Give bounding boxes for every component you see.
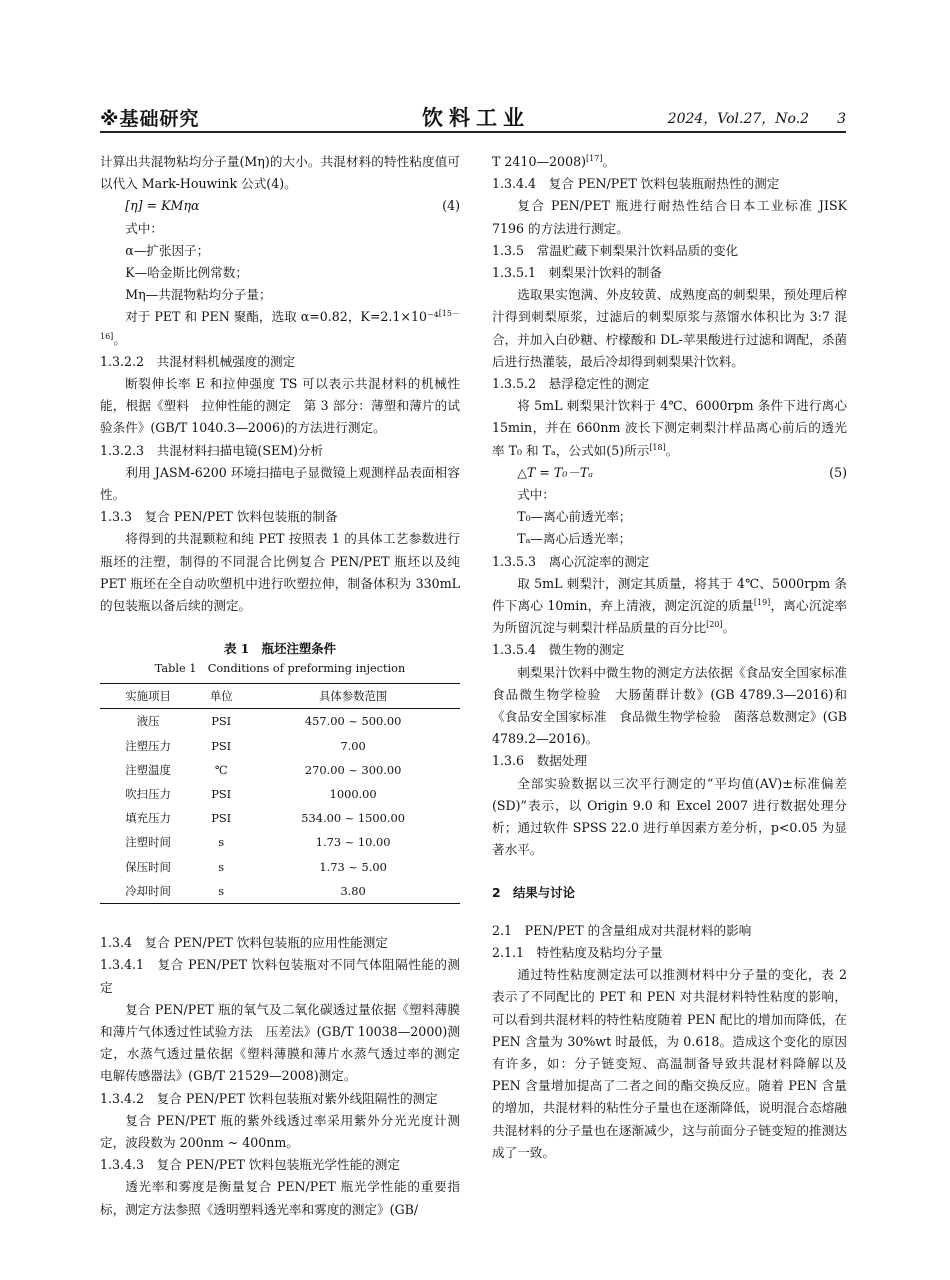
table-cell: 1000.00	[329, 787, 377, 802]
paragraph-text: 将 5mL 刺梨果汁饮料于 4℃、6000rpm 条件下进行离心 15min，并在 660nm 波长下测定刺梨汁样品离心前后的透光率 T₀ 和 Tₐ，公式如(5)所示	[492, 398, 847, 458]
section-heading: 1.3.5 常温贮藏下刺梨果汁饮料品质的变化	[492, 242, 739, 258]
section-heading: 1.3.4.3 复合 PEN/PET 饮料包装瓶光学性能的测定	[100, 1157, 400, 1173]
definition: Mη—共混物粘均分子量；	[125, 287, 272, 303]
table-row	[100, 855, 460, 879]
issue-info	[668, 108, 846, 128]
table-cell: PSI	[211, 787, 232, 802]
definition: α—扩张因子；	[125, 242, 210, 258]
table-cell: 3.80	[246, 879, 460, 904]
right-column	[492, 151, 860, 1164]
section-heading: 1.3.4.4 复合 PEN/PET 饮料包装瓶耐热性的测定	[492, 176, 780, 192]
table-cell: 457.00 ~ 500.00	[304, 714, 402, 729]
issue-label: 2024，Vol.27，No.2	[667, 111, 810, 127]
table-cell: 液压	[136, 714, 160, 729]
section-heading: 1.3.2.2 共混材料机械强度的测定	[100, 353, 296, 369]
section-heading: 1.3.5.2 悬浮稳定性的测定	[492, 376, 650, 392]
table-cell: 7.00	[340, 738, 366, 753]
citation[interactable]: [20]	[706, 620, 723, 630]
citation[interactable]: [18]	[649, 442, 666, 452]
paragraph	[492, 151, 847, 173]
table-cell: 注塑时间	[125, 835, 171, 850]
paragraph: 刺梨果汁饮料中微生物的测定方法依据《食品安全国家标准 食品微生物学检验 大肠菌群计数》(GB 4789.3—2016)和《食品安全国家标准 食品微生物学检验 菌落总数测定》(GB 4789.2—2016)。	[492, 664, 860, 747]
where-label: 式中：	[125, 220, 163, 236]
column-header: 具体参数范围	[246, 684, 460, 709]
table-row	[100, 806, 460, 830]
conditions-table	[100, 683, 460, 904]
table-cell: 270.00 ~ 300.00	[304, 762, 402, 777]
paragraph-text: 取 5mL 刺梨汁，测定其质量，将其于 4℃、5000rpm 条件下离心 10min，弃上清液，测定沉淀的质量	[492, 575, 847, 614]
citation[interactable]: [17]	[586, 153, 603, 163]
table-cell: 吹扫压力	[125, 787, 171, 802]
section-heading: 1.3.5.4 微生物的测定	[492, 642, 625, 658]
section-heading: 1.3.5.1 刺梨果汁饮料的制备	[492, 265, 662, 281]
paragraph: 将得到的共混颗粒和纯 PET 按照表 1 的具体工艺参数进行瓶坯的注塑，制得的不同混合比例复合 PEN/PET 瓶坯以及纯 PET 瓶坯在全自动吹塑机中进行吹塑拉伸，制备体积为 330mL 的包装瓶以备后续的测定。	[100, 531, 460, 614]
section-heading-results: 2 结果与讨论	[492, 884, 575, 900]
table-row	[100, 758, 460, 782]
section-1-3-4	[100, 932, 473, 1221]
table-cell: 534.00 ~ 1500.00	[301, 811, 405, 826]
journal-title: 饮料工业	[422, 106, 530, 130]
equation-5	[492, 462, 847, 484]
section-heading: 1.3.3 复合 PEN/PET 饮料包装瓶的制备	[100, 509, 338, 525]
equation-number: (4)	[442, 198, 460, 214]
section-heading: 1.3.4.2 复合 PEN/PET 饮料包装瓶对紫外线阻隔性的测定	[100, 1090, 438, 1106]
definition: T₀—离心前透光率；	[517, 509, 632, 525]
table-row	[100, 734, 460, 758]
table-cell: 注塑温度	[125, 762, 171, 777]
table-row	[100, 879, 460, 904]
equation-4	[100, 195, 460, 217]
table-cell: s	[218, 835, 225, 850]
paragraph	[100, 306, 460, 350]
paragraph: 利用 JASM-6200 环境扫描电子显微镜上观测样品表面相容性。	[100, 464, 460, 503]
paragraph: 复合 PEN/PET 瓶进行耐热性结合日本工业标准 JISK 7196 的方法进行测定。	[492, 198, 847, 236]
citation[interactable]: [15－16]	[100, 309, 460, 341]
table-row	[100, 830, 460, 854]
section-heading: 2.1.1 特性粘度及粘均分子量	[492, 944, 663, 960]
section-heading: 1.3.5.3 离心沉淀率的测定	[492, 553, 650, 569]
section-heading: 1.3.6 数据处理	[492, 753, 588, 769]
paragraph: 全部实验数据以三次平行测定的“平均值(AV)±标准偏差(SD)”表示，以 Origin 9.0 和 Excel 2007 进行数据处理分析；通过软件 SPSS 22.0 进行单因素方差分析，p<0.05 为显著水平。	[492, 775, 847, 858]
paragraph-end: 。	[665, 442, 679, 458]
table-cell: PSI	[211, 714, 232, 729]
paragraph: 选取果实饱满、外皮较黄、成熟度高的刺梨果，预处理后榨汁得到刺梨原浆，过滤后的刺梨原浆与蒸馏水体积比为 3:7 混合，并加入白砂糖、柠檬酸和 DL-苹果酸进行过滤和调配，杀菌后进行热灌装，最后冷却得到刺梨果汁饮料。	[492, 287, 847, 369]
page-header	[100, 102, 846, 132]
table-cell: PSI	[211, 811, 232, 826]
table-1	[100, 639, 460, 904]
column-header: 单位	[196, 684, 246, 709]
table-cell: s	[196, 879, 246, 904]
paragraph: 复合 PEN/PET 瓶的紫外线透过率采用紫外分光光度计测定，波段数为 200nm ~ 400nm。	[100, 1112, 460, 1150]
paragraph-end: 。	[113, 331, 126, 347]
section-label: ※基础研究	[100, 108, 200, 130]
table-caption-english: Table 1 Conditions of preforming injection	[154, 662, 406, 676]
left-column	[100, 151, 473, 1221]
paragraph: 断裂伸长率 E 和拉伸强度 TS 可以表示共混材料的机械性能，根据《塑料 拉伸性能的测定 第 3 部分：薄塑和薄片的试验条件》(GB/T 1040.3—2006)的方法进行测定。	[100, 376, 460, 436]
table-cell: s	[218, 859, 225, 874]
table-cell: 冷却时间	[100, 879, 196, 904]
table-row	[100, 709, 460, 734]
column-header: 实施项目	[100, 684, 196, 709]
section-heading: 1.3.4.1 复合 PEN/PET 饮料包装瓶对不同气体阻隔性能的测定	[100, 957, 460, 995]
section-heading: 1.3.2.3 共混材料扫描电镜(SEM)分析	[100, 442, 324, 458]
definition: Tₐ—离心后透光率；	[517, 531, 632, 547]
paragraph-text: T 2410—2008)	[492, 154, 587, 169]
table-cell: 注塑压力	[125, 738, 171, 753]
paragraph-text: ，离心沉淀率为所留沉淀与刺梨汁样品质量的百分比	[492, 598, 848, 636]
table-cell: ℃	[214, 762, 228, 777]
paragraph-text: 对于 PET 和 PEN 聚酯，选取 α=0.82，K=2.1×10⁻⁴	[125, 309, 439, 325]
paragraph: 复合 PEN/PET 瓶的氧气及二氧化碳透过量依据《塑料薄膜和薄片气体透过性试验方法 压差法》(GB/T 10038—2000)测定，水蒸气透过量依据《塑料薄膜和薄片水蒸气透过率的测定 电解传感器法》(GB/T 21529—2008)测定。	[100, 1001, 473, 1084]
table-row	[100, 782, 460, 806]
equation-number: (5)	[829, 464, 847, 480]
table-cell: 1.73 ~ 10.00	[315, 835, 391, 850]
page-number: 3	[837, 111, 846, 127]
section-heading: 2.1 PEN/PET 的含量组成对共混材料的影响	[492, 922, 752, 938]
paragraph: 计算出共混物粘均分子量(Mη)的大小。共混材料的特性粘度值可以代入 Mark-Houwink 公式(4)。	[100, 154, 460, 192]
citation[interactable]: [19]	[753, 597, 771, 607]
table-cell: 1.73 ~ 5.00	[319, 859, 387, 874]
paragraph-end: 。	[602, 154, 616, 169]
header-rule	[100, 131, 846, 133]
paragraph	[492, 573, 847, 640]
paragraph	[492, 395, 847, 462]
definition: K—哈金斯比例常数；	[125, 265, 248, 281]
table-cell: 填充压力	[125, 811, 171, 826]
paragraph-end: 。	[722, 620, 736, 636]
table-caption: 表 1 瓶坯注塑条件	[223, 641, 337, 657]
table-header-row	[100, 684, 460, 709]
where-label: 式中：	[517, 487, 555, 503]
equation-text: △T = T₀－Tₐ	[517, 464, 594, 480]
section-heading: 1.3.4 复合 PEN/PET 饮料包装瓶的应用性能测定	[100, 935, 388, 951]
table-cell: PSI	[211, 738, 232, 753]
table-cell: 保压时间	[125, 859, 171, 874]
paragraph: 透光率和雾度是衡量复合 PEN/PET 瓶光学性能的重要指标，测定方法参照《透明塑料透光率和雾度的测定》(GB/	[100, 1179, 460, 1217]
paragraph: 通过特性粘度测定法可以推测材料中分子量的变化，表 2 表示了不同配比的 PET 和 PEN 对共混材料特性粘度的影响，可以看到共混材料的特性粘度随着 PEN 配比的增加而降低，在 PEN 含量为 30%wt 时最低，为 0.618。造成这个变化的原因有许多，如：分子链变短、高温制备导致共混材料降解以及 PEN 含量增加提高了二者之间的酯交换反应。随着 PEN 含量的增加，共混材料的粘性分子量也在逐渐降低，说明混合态熔融共混材料的分子量也在逐渐减少，这与前面分子链变短的推测达成了一致。	[492, 967, 847, 1160]
equation-text: [η] = KMηα	[125, 198, 200, 214]
